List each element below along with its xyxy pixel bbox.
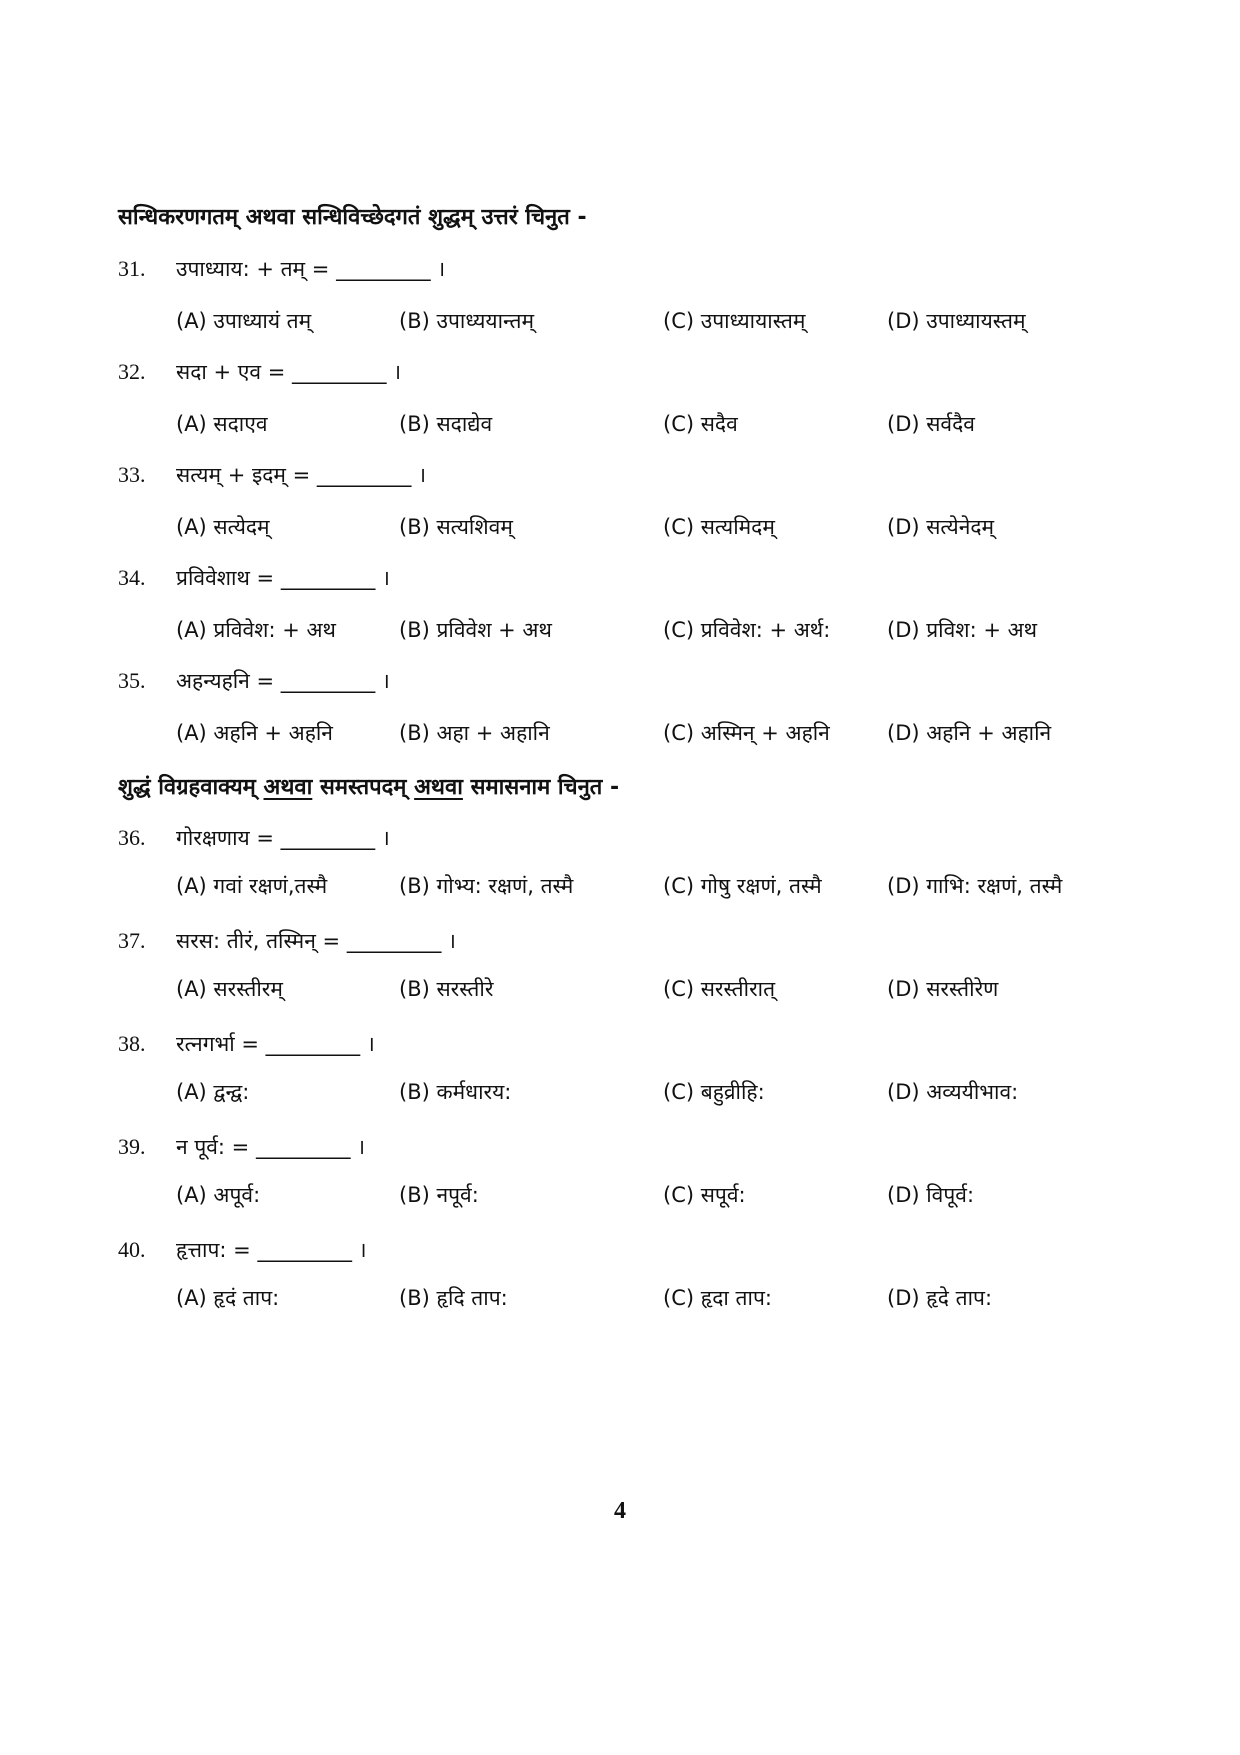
question-text: गोरक्षणाय = _________ । xyxy=(176,826,390,850)
heading-part: समासनाम चिनुत - xyxy=(470,775,620,800)
option-d: (D) सर्वदैव xyxy=(887,412,975,436)
question-number: 38. xyxy=(118,1031,146,1056)
question-number: 35. xyxy=(118,668,146,693)
question-text: उपाध्याय: + तम् = _________ । xyxy=(176,257,446,281)
question-text: हृत्ताप: = _________ । xyxy=(176,1238,367,1262)
question-number: 37. xyxy=(118,928,146,953)
heading-separator: अथवा xyxy=(414,775,463,800)
question-number: 34. xyxy=(118,565,146,590)
options-32 xyxy=(176,410,1176,442)
options-38 xyxy=(176,1078,1176,1110)
heading-part: समस्तपदम् xyxy=(319,775,407,800)
option-b: (B) हृदि ताप: xyxy=(399,1286,508,1310)
question-35 xyxy=(118,667,390,695)
question-text: रत्नगर्भा = _________ । xyxy=(176,1032,375,1056)
question-36 xyxy=(118,824,390,852)
option-c: (C) सपूर्व: xyxy=(663,1183,746,1207)
question-text: सरस: तीरं, तस्मिन् = _________ । xyxy=(176,929,456,953)
option-d: (D) अहनि + अहानि xyxy=(887,721,1052,745)
question-38 xyxy=(118,1030,375,1058)
question-number: 32. xyxy=(118,359,146,384)
heading-part: शुद्धं विग्रहवाक्यम् xyxy=(118,775,256,800)
options-37 xyxy=(176,975,1176,1007)
option-d: (D) उपाध्यायस्तम् xyxy=(887,309,1026,333)
option-b: (B) नपूर्व: xyxy=(399,1183,479,1207)
option-a: (A) प्रविवेश: + अथ xyxy=(176,618,336,642)
option-a: (A) अपूर्व: xyxy=(176,1183,261,1207)
option-a: (A) अहनि + अहनि xyxy=(176,721,333,745)
section-heading-samasa xyxy=(118,771,619,801)
option-d: (D) सत्येनेदम् xyxy=(887,515,995,539)
option-a: (A) सदाएव xyxy=(176,412,268,436)
option-b: (B) कर्मधारय: xyxy=(399,1080,512,1104)
option-a: (A) सरस्तीरम् xyxy=(176,977,283,1001)
option-d: (D) विपूर्व: xyxy=(887,1183,975,1207)
question-40 xyxy=(118,1236,367,1264)
option-b: (B) सरस्तीरे xyxy=(399,977,494,1001)
question-33 xyxy=(118,461,426,489)
option-d: (D) गाभि: रक्षणं, तस्मै xyxy=(887,874,1063,898)
option-a: (A) उपाध्यायं तम् xyxy=(176,309,312,333)
question-number: 36. xyxy=(118,825,146,850)
option-b: (B) गोभ्य: रक्षणं, तस्मै xyxy=(399,874,574,898)
option-c: (C) उपाध्यायास्तम् xyxy=(663,309,806,333)
option-b: (B) सदाद्येव xyxy=(399,412,493,436)
question-34 xyxy=(118,564,390,592)
options-34 xyxy=(176,616,1176,648)
option-c: (C) अस्मिन् + अहनि xyxy=(663,721,830,745)
option-a: (A) गवां रक्षणं,तस्मै xyxy=(176,874,328,898)
option-d: (D) प्रविश: + अथ xyxy=(887,618,1038,642)
option-c: (C) गोषु रक्षणं, तस्मै xyxy=(663,874,822,898)
option-a: (A) सत्येदम् xyxy=(176,515,270,539)
question-text: सदा + एव = _________ । xyxy=(176,360,402,384)
question-text: सत्यम् + इदम् = _________ । xyxy=(176,463,427,487)
options-35 xyxy=(176,719,1176,751)
question-number: 33. xyxy=(118,462,146,487)
page-number: 4 xyxy=(614,1498,626,1524)
question-text: प्रविवेशाथ = _________ । xyxy=(176,566,390,590)
question-39 xyxy=(118,1133,365,1161)
options-36 xyxy=(176,872,1176,904)
question-32 xyxy=(118,358,401,386)
question-text: अहन्यहनि = _________ । xyxy=(176,669,390,693)
option-a: (A) द्वन्द्व: xyxy=(176,1080,250,1104)
question-number: 31. xyxy=(118,256,146,281)
options-33 xyxy=(176,513,1176,545)
option-c: (C) प्रविवेश: + अर्थ: xyxy=(663,618,831,642)
options-40 xyxy=(176,1284,1176,1316)
option-d: (D) अव्ययीभाव: xyxy=(887,1080,1019,1104)
option-c: (C) सत्यमिदम् xyxy=(663,515,775,539)
section-heading-sandhi: सन्धिकरणगतम् अथवा सन्धिविच्छेदगतं शुद्धम् उत्तरं चिनुत - xyxy=(118,205,587,230)
question-number: 39. xyxy=(118,1134,146,1159)
question-text: न पूर्व: = _________ । xyxy=(176,1135,366,1159)
option-b: (B) प्रविवेश + अथ xyxy=(399,618,552,642)
question-37 xyxy=(118,927,456,955)
option-d: (D) सरस्तीरेण xyxy=(887,977,999,1001)
option-b: (B) अहा + अहानि xyxy=(399,721,550,745)
option-c: (C) हृदा ताप: xyxy=(663,1286,772,1310)
heading-separator: अथवा xyxy=(263,775,313,800)
question-31 xyxy=(118,255,445,283)
options-39 xyxy=(176,1181,1176,1213)
option-a: (A) हृदं ताप: xyxy=(176,1286,280,1310)
option-b: (B) सत्यशिवम् xyxy=(399,515,513,539)
options-31 xyxy=(176,307,1176,339)
option-d: (D) हृदे ताप: xyxy=(887,1286,993,1310)
option-b: (B) उपाध्ययान्तम् xyxy=(399,309,535,333)
question-number: 40. xyxy=(118,1237,146,1262)
option-c: (C) सरस्तीरात् xyxy=(663,977,776,1001)
option-c: (C) सदैव xyxy=(663,412,738,436)
option-c: (C) बहुव्रीहि: xyxy=(663,1080,765,1104)
